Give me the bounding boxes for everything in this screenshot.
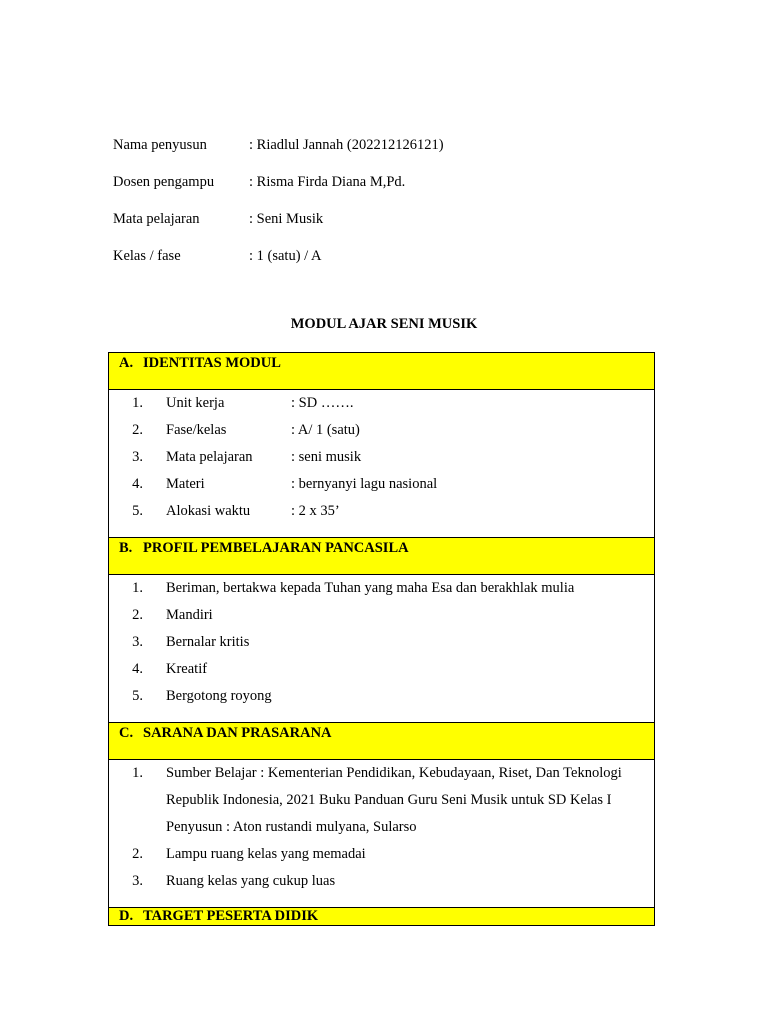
list-text: Beriman, bertakwa kepada Tuhan yang maha Esa dan berakhlak mulia — [166, 580, 575, 596]
subject-value: : Seni Musik — [249, 211, 324, 227]
list-number: 2. — [132, 846, 143, 862]
list-key: Materi — [166, 476, 205, 492]
list-item — [109, 575, 654, 602]
section-d-heading — [109, 908, 654, 925]
list-number: 2. — [132, 422, 143, 438]
section-a-body — [109, 390, 654, 538]
section-a-heading — [109, 353, 654, 390]
list-key: Alokasi waktu — [166, 503, 251, 519]
list-number: 1. — [132, 765, 143, 781]
list-item — [109, 683, 654, 710]
author-row — [113, 127, 444, 164]
list-text: Mandiri — [166, 607, 213, 623]
list-item — [109, 602, 654, 629]
list-key: Mata pelajaran — [166, 449, 253, 465]
section-letter: D. — [119, 908, 134, 924]
list-item — [109, 656, 654, 683]
list-number: 1. — [132, 580, 143, 596]
list-number: 5. — [132, 688, 143, 704]
section-letter: A. — [119, 355, 134, 371]
list-text: Bernalar kritis — [166, 634, 250, 650]
list-value: : bernyanyi lagu nasional — [291, 476, 438, 492]
list-value: : 2 x 35’ — [291, 503, 340, 519]
list-item — [109, 629, 654, 656]
subject-label: Mata pelajaran — [113, 211, 200, 227]
list-item — [109, 760, 654, 841]
list-text: Sumber Belajar : Kementerian Pendidikan, Kebudayaan, Riset, Dan Teknologi Republik Indonesia, 2021 Buku Panduan Guru Seni Musik untuk SD Kelas I Penyusun : Aton rustandi mulyana, Sularso — [166, 765, 622, 835]
list-number: 3. — [132, 634, 143, 650]
list-value: : SD ……. — [291, 395, 354, 411]
list-number: 3. — [132, 873, 143, 889]
list-number: 3. — [132, 449, 143, 465]
section-title: TARGET PESERTA DIDIK — [143, 908, 319, 924]
list-text: Lampu ruang kelas yang memadai — [166, 846, 366, 862]
author-label: Nama penyusun — [113, 137, 207, 153]
identity-list — [109, 390, 654, 525]
author-value: : Riadlul Jannah (202212126121) — [249, 137, 444, 153]
author-info — [113, 127, 444, 275]
list-text: Ruang kelas yang cukup luas — [166, 873, 336, 889]
list-item — [109, 417, 654, 444]
module-table — [108, 352, 655, 926]
list-item — [109, 841, 654, 868]
list-number: 2. — [132, 607, 143, 623]
subject-row — [113, 201, 444, 238]
list-value: : A/ 1 (satu) — [291, 422, 360, 438]
section-c-heading — [109, 723, 654, 760]
list-key: Unit kerja — [166, 395, 225, 411]
section-c-body — [109, 760, 654, 908]
section-b-body — [109, 575, 654, 723]
list-item — [109, 444, 654, 471]
list-number: 4. — [132, 476, 143, 492]
list-number: 1. — [132, 395, 143, 411]
list-item — [109, 390, 654, 417]
lecturer-value: : Risma Firda Diana M,Pd. — [249, 174, 406, 190]
list-number: 5. — [132, 503, 143, 519]
list-key: Fase/kelas — [166, 422, 227, 438]
section-title: IDENTITAS MODUL — [143, 355, 281, 371]
list-item — [109, 868, 654, 895]
list-number: 4. — [132, 661, 143, 677]
list-item — [109, 471, 654, 498]
list-text: Bergotong royong — [166, 688, 272, 704]
class-label: Kelas / fase — [113, 248, 181, 264]
facilities-list — [109, 760, 654, 895]
class-value: : 1 (satu) / A — [249, 248, 322, 264]
list-item — [109, 498, 654, 525]
section-b-heading — [109, 538, 654, 575]
list-value: : seni musik — [291, 449, 362, 465]
lecturer-label: Dosen pengampu — [113, 174, 215, 190]
page-title: MODUL AJAR SENI MUSIK — [290, 316, 478, 332]
lecturer-row — [113, 164, 444, 201]
class-row — [113, 238, 444, 275]
section-letter: C. — [119, 725, 134, 741]
section-title: SARANA DAN PRASARANA — [143, 725, 332, 741]
list-text: Kreatif — [166, 661, 208, 677]
section-title: PROFIL PEMBELAJARAN PANCASILA — [143, 540, 409, 556]
section-letter: B. — [119, 540, 133, 556]
profile-list — [109, 575, 654, 710]
